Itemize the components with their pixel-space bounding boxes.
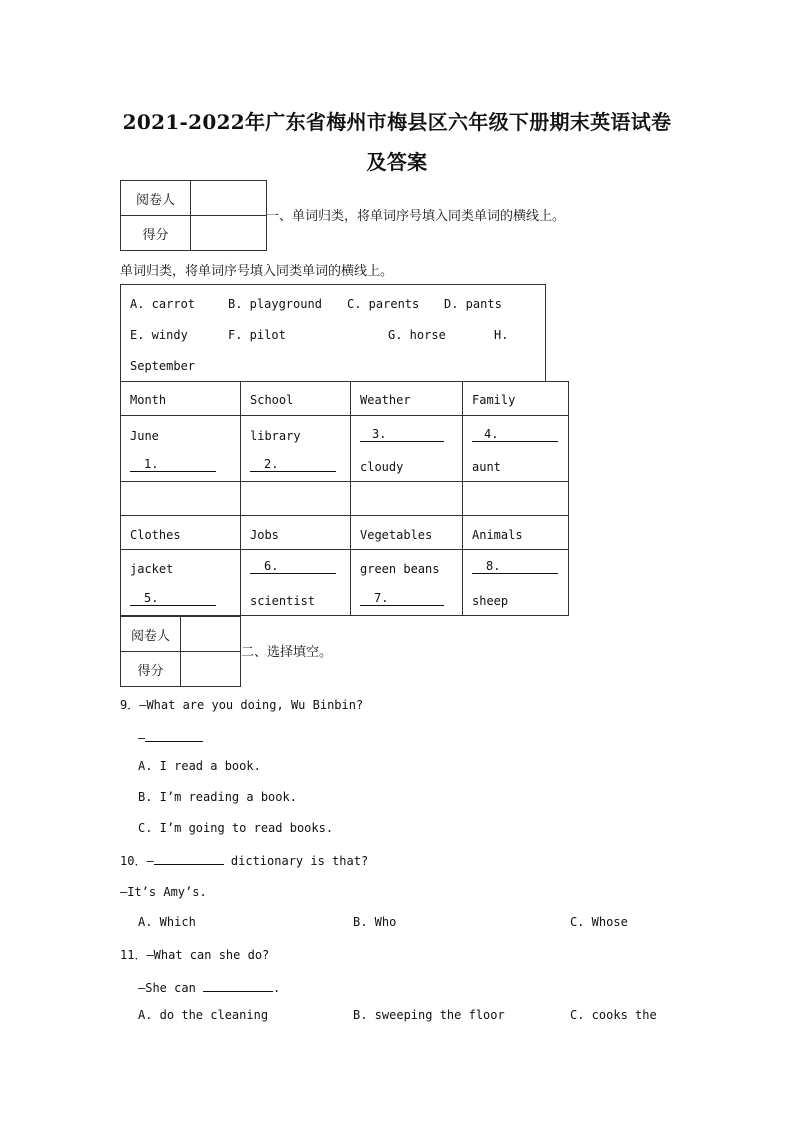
header-clothes: Clothes: [121, 516, 241, 550]
reviewer-label: 阅卷人: [121, 617, 181, 652]
category-table: [120, 381, 569, 616]
cell-month: June 1.: [121, 416, 241, 482]
word-bank: [120, 284, 546, 381]
word-b: B. playground: [228, 297, 322, 311]
word-e: E. windy: [130, 328, 188, 342]
score-label: 得分: [121, 216, 191, 251]
page-title-line2: 及答案: [366, 150, 428, 174]
word-f: F. pilot: [228, 328, 286, 342]
empty-cell: [463, 482, 569, 516]
empty-cell: [351, 482, 463, 516]
word-a: A. carrot: [130, 297, 196, 311]
score-field[interactable]: [191, 216, 267, 251]
empty-cell: [121, 482, 241, 516]
q11-reply: —She can .: [138, 981, 281, 995]
q11-option-a[interactable]: A. do the cleaning: [138, 1008, 269, 1022]
word-h: H.: [494, 328, 509, 342]
blank-1[interactable]: 1.: [130, 457, 216, 472]
header-vegetables: Vegetables: [351, 516, 463, 550]
word-g: G. horse: [388, 328, 446, 342]
cell-school: library 2.: [241, 416, 351, 482]
cell-jobs: 6. scientist: [241, 550, 351, 616]
section2-heading: 二、选择填空。: [241, 645, 333, 660]
q10-option-c[interactable]: C. Whose: [570, 915, 628, 929]
q9-answer-line: —: [138, 729, 203, 745]
score-box-2: [120, 616, 241, 687]
q11-option-c[interactable]: C. cooks the: [570, 1008, 657, 1022]
q10-reply: —It’s Amy’s.: [120, 885, 207, 899]
cell-animals: 8. sheep: [463, 550, 569, 616]
empty-cell: [241, 482, 351, 516]
blank-7[interactable]: 7.: [360, 591, 444, 606]
q9-blank[interactable]: [145, 729, 203, 742]
cell-vegetables: green beans 7.: [351, 550, 463, 616]
header-family: Family: [463, 382, 569, 416]
header-school: School: [241, 382, 351, 416]
word-d: D. pants: [444, 297, 502, 311]
q9-option-b[interactable]: B. I’m reading a book.: [138, 790, 297, 804]
q10-option-b[interactable]: B. Who: [353, 915, 397, 929]
blank-6[interactable]: 6.: [250, 559, 336, 574]
blank-2[interactable]: 2.: [250, 457, 336, 472]
blank-4[interactable]: 4.: [472, 427, 558, 442]
blank-8[interactable]: 8.: [472, 559, 558, 574]
q11-option-b[interactable]: B. sweeping the floor: [353, 1008, 505, 1022]
cell-family: 4. aunt: [463, 416, 569, 482]
cell-clothes: jacket 5.: [121, 550, 241, 616]
word-c: C. parents: [347, 297, 420, 311]
score-label: 得分: [121, 652, 181, 687]
page-title: 2021-2022年广东省梅州市梅县区六年级下册期末英语试卷: [122, 110, 672, 134]
header-weather: Weather: [351, 382, 463, 416]
blank-5[interactable]: 5.: [130, 591, 216, 606]
q11-blank[interactable]: [203, 979, 273, 992]
cell-weather: 3. cloudy: [351, 416, 463, 482]
q9-option-c[interactable]: C. I’m going to read books.: [138, 821, 334, 835]
blank-3[interactable]: 3.: [360, 427, 444, 442]
q9-option-a[interactable]: A. I read a book.: [138, 759, 261, 773]
reviewer-field[interactable]: [181, 617, 241, 652]
score-box-1: [120, 180, 267, 251]
word-h-text: September: [130, 359, 196, 373]
header-jobs: Jobs: [241, 516, 351, 550]
q10-stem: 10．— dictionary is that?: [120, 854, 369, 868]
q10-option-a[interactable]: A. Which: [138, 915, 196, 929]
q11-stem: 11．—What can she do?: [120, 948, 270, 962]
header-month: Month: [121, 382, 241, 416]
section1-instruction: 单词归类，将单词序号填入同类单词的横线上。: [120, 264, 394, 279]
q10-blank[interactable]: [154, 852, 224, 865]
header-animals: Animals: [463, 516, 569, 550]
section1-heading: 一、单词归类，将单词序号填入同类单词的横线上。: [266, 209, 566, 224]
score-field[interactable]: [181, 652, 241, 687]
q9-stem: 9．—What are you doing, Wu Binbin?: [120, 698, 364, 712]
reviewer-label: 阅卷人: [121, 181, 191, 216]
reviewer-field[interactable]: [191, 181, 267, 216]
